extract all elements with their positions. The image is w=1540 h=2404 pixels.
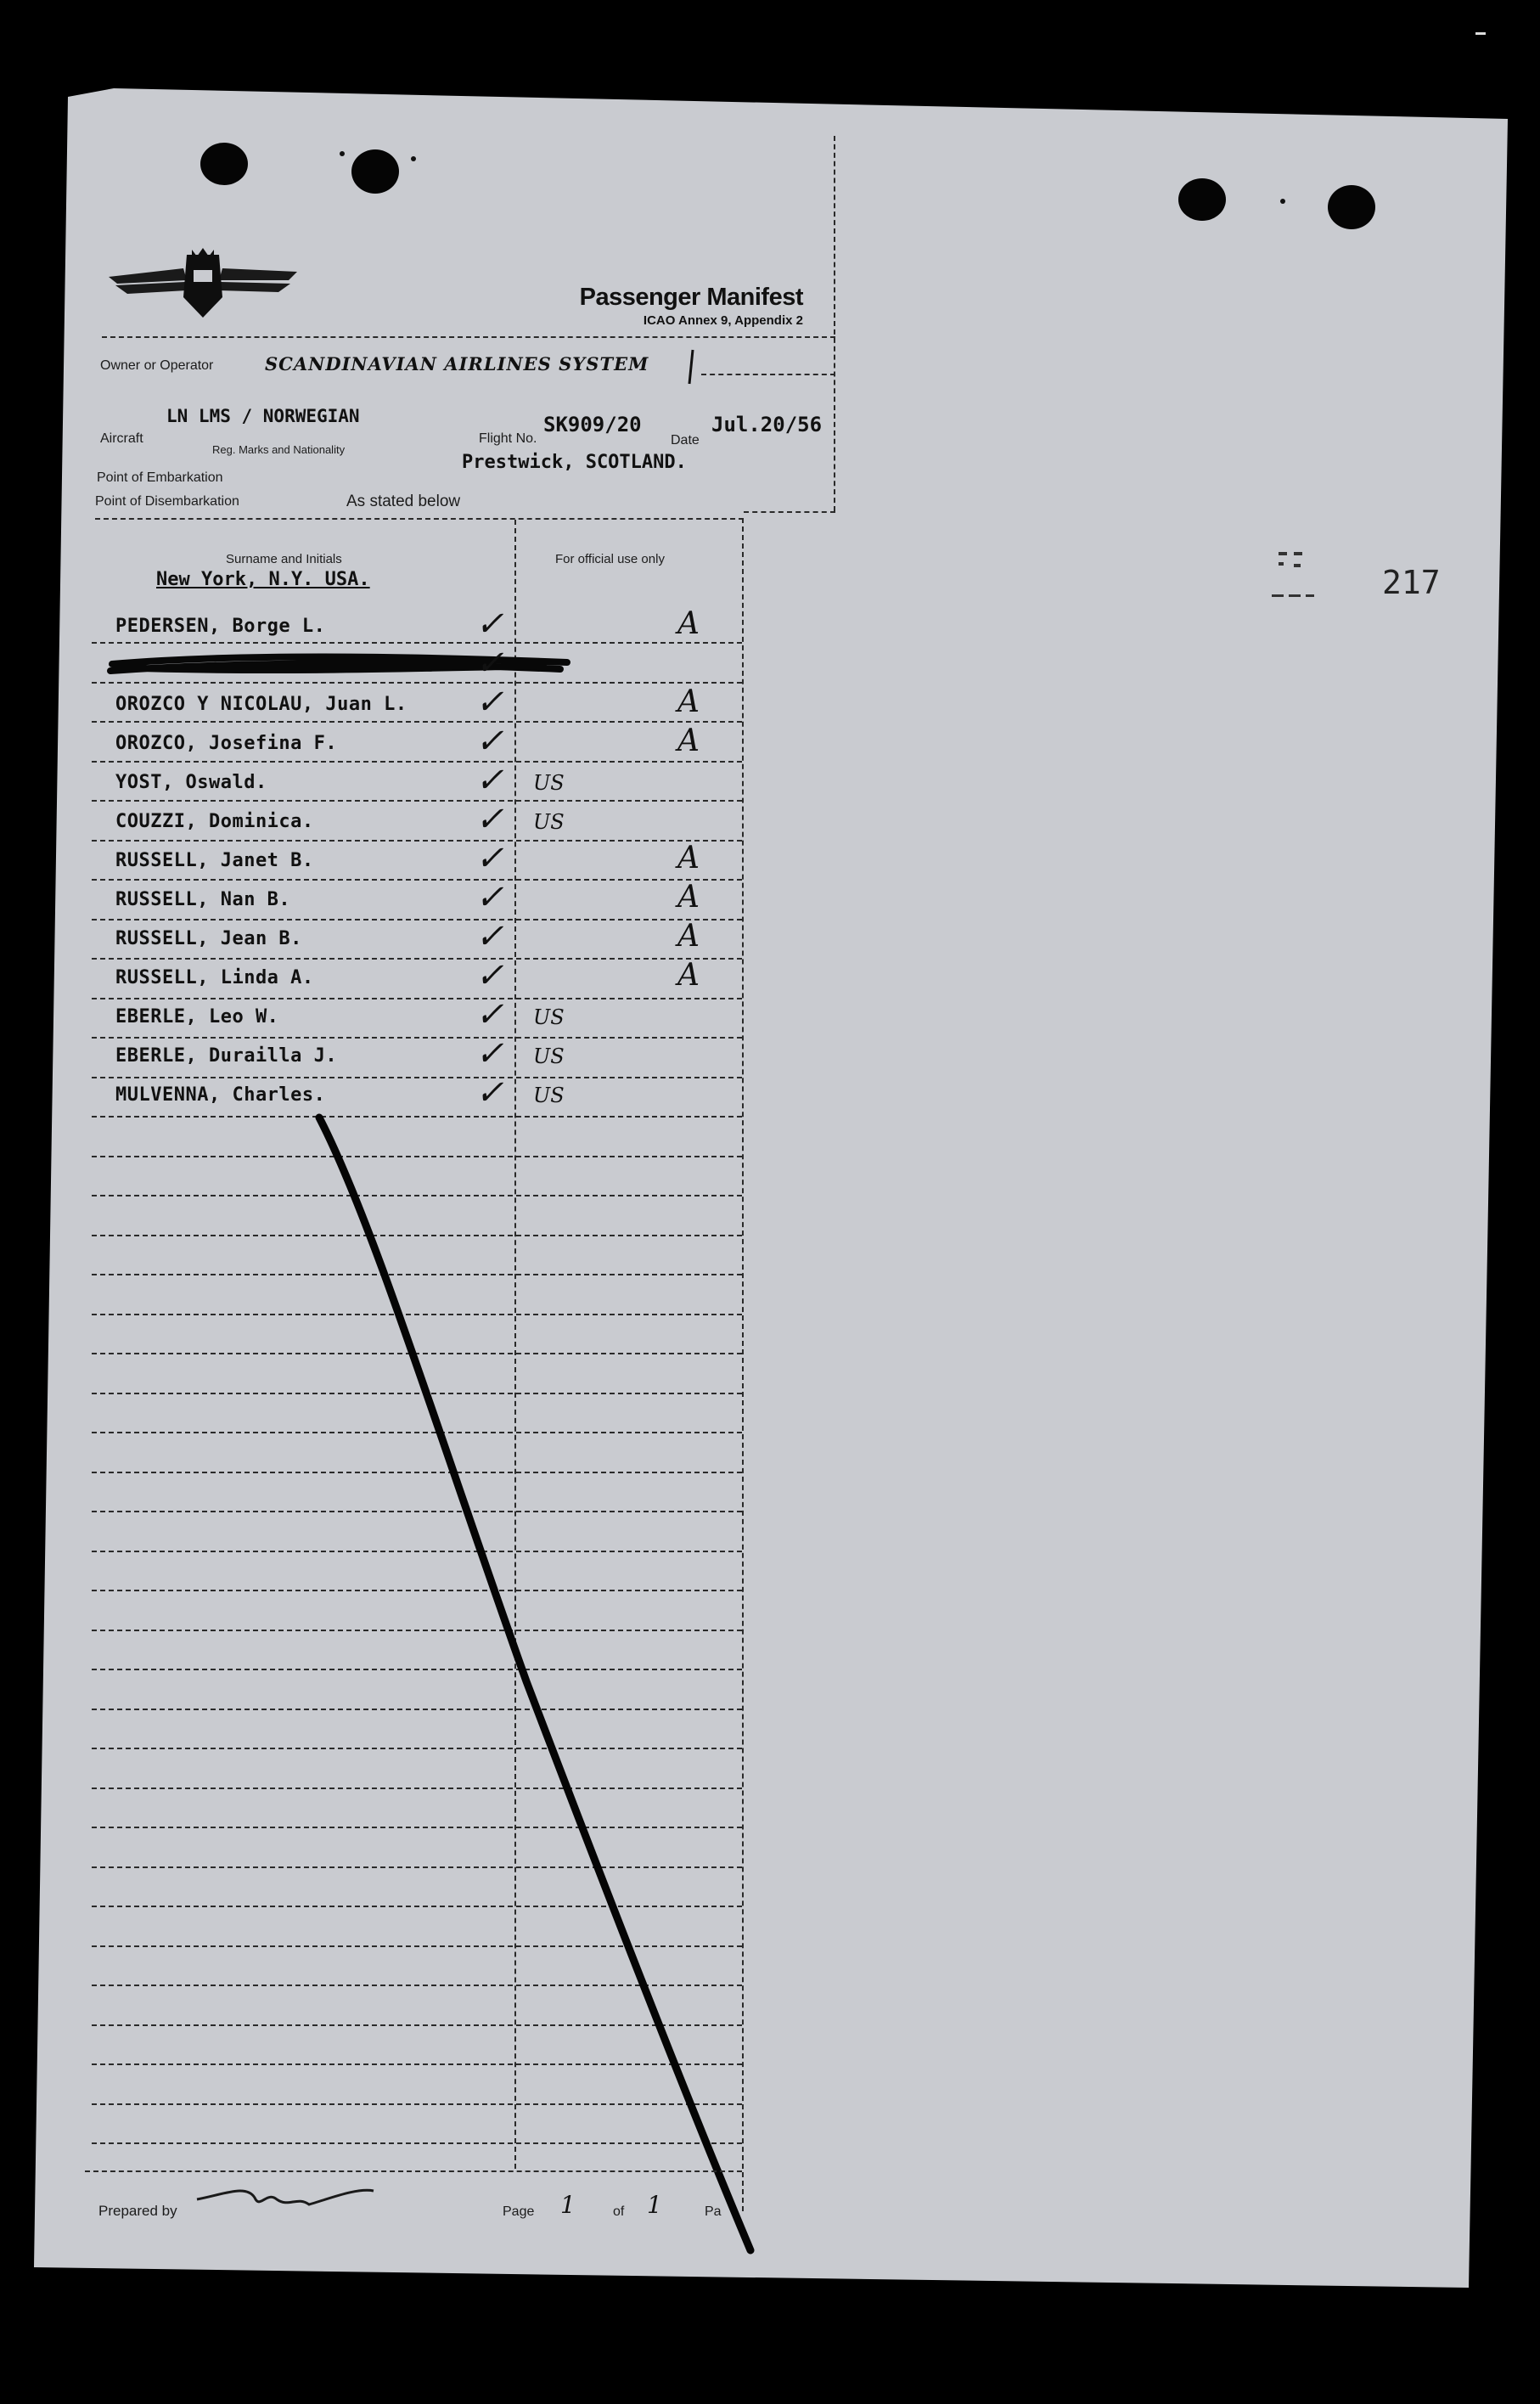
- ink-dot: [1280, 199, 1285, 204]
- list-rule: [92, 2103, 742, 2105]
- punch-hole: [200, 143, 248, 185]
- document-subtitle: ICAO Annex 9, Appendix 2: [643, 313, 803, 328]
- passenger-row: [115, 603, 514, 642]
- list-rule: [92, 958, 742, 960]
- list-rule: [92, 919, 742, 921]
- ink-dot: [411, 156, 416, 161]
- pass-label: Pa: [705, 2204, 722, 2219]
- official-column-divider: [514, 520, 516, 2169]
- list-rule: [92, 998, 742, 999]
- document-title: Passenger Manifest: [579, 284, 803, 311]
- passenger-name: EBERLE, Durailla J.: [115, 1045, 338, 1067]
- list-rule: [92, 1630, 742, 1631]
- header-frame-right: [834, 136, 835, 511]
- list-rule: [92, 879, 742, 881]
- list-rule: [92, 1393, 742, 1394]
- list-rule: [92, 1709, 742, 1710]
- list-rule: [92, 1827, 742, 1828]
- passenger-row: [115, 759, 514, 798]
- list-rule: [92, 642, 742, 644]
- list-rule: [92, 761, 742, 763]
- disembarkation-label: Point of Disembarkation: [95, 494, 239, 509]
- passenger-name: YOST, Oswald.: [115, 772, 267, 793]
- list-rule: [92, 1432, 742, 1433]
- list-rule: [92, 2142, 742, 2144]
- list-rule: [92, 1037, 742, 1039]
- table-right-edge: [742, 518, 744, 2211]
- us-citizen-mark: US: [533, 1044, 565, 1068]
- aircraft-label: Aircraft: [100, 431, 143, 446]
- checkmark: ✓: [475, 878, 504, 917]
- passenger-row: [115, 915, 514, 954]
- date-label: Date: [671, 433, 700, 448]
- checkmark: ✓: [475, 644, 504, 683]
- passenger-name: MULVENNA, Charles.: [115, 1084, 326, 1106]
- header-bottom-rule: [744, 511, 835, 513]
- header-rule: [701, 374, 835, 375]
- punch-hole: [1328, 185, 1375, 229]
- passenger-row: [115, 681, 514, 720]
- passenger-name: RUSSELL, Jean B.: [115, 928, 302, 949]
- passenger-name: RUSSELL, Nan B.: [115, 889, 291, 910]
- list-rule: [92, 1472, 742, 1473]
- destination-heading: New York, N.Y. USA.: [156, 569, 370, 590]
- passenger-row: [115, 642, 514, 681]
- title-block: [509, 284, 803, 328]
- page-total: 1: [647, 2191, 662, 2219]
- us-citizen-mark: US: [533, 1005, 565, 1029]
- list-rule: [92, 1669, 742, 1670]
- list-rule: [92, 1590, 742, 1591]
- operator-label: Owner or Operator: [100, 358, 214, 373]
- date-value: Jul.20/56: [711, 413, 823, 436]
- alien-code-mark: A: [677, 958, 700, 993]
- us-citizen-mark: US: [533, 1084, 565, 1107]
- list-rule: [92, 1945, 742, 1947]
- passenger-name: PEDERSEN, Borge L.: [115, 616, 326, 637]
- list-rule: [92, 2024, 742, 2026]
- official-column-header: For official use only: [555, 552, 665, 566]
- passenger-row: [115, 954, 514, 994]
- list-rule: [92, 1788, 742, 1789]
- table-top-rule: [95, 518, 744, 520]
- list-rule: [92, 800, 742, 802]
- aircraft-value: LN LMS / NORWEGIAN: [166, 406, 360, 426]
- alien-code-mark: A: [677, 684, 700, 719]
- checkmark: ✓: [475, 722, 504, 761]
- flight-value: SK909/20: [543, 413, 642, 436]
- passenger-name: EBERLE, Leo W.: [115, 1006, 279, 1027]
- list-rule: [92, 1077, 742, 1078]
- punch-hole: [1178, 178, 1226, 221]
- prepared-by-label: Prepared by: [98, 2203, 177, 2219]
- list-rule: [92, 682, 742, 684]
- passenger-row: [115, 876, 514, 915]
- page-label: Page: [503, 2204, 535, 2219]
- us-citizen-mark: US: [533, 771, 565, 795]
- aircraft-sublabel: Reg. Marks and Nationality: [212, 443, 346, 456]
- page-of-label: of: [613, 2204, 625, 2219]
- checkmark: ✓: [475, 839, 504, 878]
- list-rule: [92, 1195, 742, 1196]
- page-number: 1: [560, 2191, 576, 2219]
- passenger-name: RUSSELL, Linda A.: [115, 967, 314, 988]
- footer-rule: [85, 2170, 742, 2172]
- flight-label: Flight No.: [479, 431, 537, 446]
- list-rule: [92, 1156, 742, 1157]
- operator-value: SCANDINAVIAN AIRLINES SYSTEM: [265, 353, 649, 374]
- list-rule: [92, 1906, 742, 1907]
- list-rule: [92, 1235, 742, 1236]
- passenger-name: OROZCO, Josefina F.: [115, 733, 338, 754]
- alien-code-mark: A: [677, 919, 700, 954]
- ink-dot: [340, 151, 345, 156]
- list-rule: [92, 1866, 742, 1868]
- list-rule: [92, 721, 742, 723]
- sas-crest-logo-icon: [109, 246, 297, 319]
- alien-code-mark: A: [677, 606, 700, 641]
- passenger-row: [115, 720, 514, 759]
- page-stamp-number: 217: [1382, 564, 1441, 601]
- list-rule: [92, 1511, 742, 1512]
- alien-code-mark: A: [677, 880, 700, 915]
- checkmark: ✓: [475, 1073, 504, 1112]
- list-rule: [92, 1353, 742, 1354]
- checkmark: ✓: [475, 917, 504, 956]
- list-rule: [92, 1551, 742, 1552]
- passenger-row: [115, 837, 514, 876]
- checkmark: ✓: [475, 683, 504, 722]
- name-column-header: Surname and Initials: [226, 552, 342, 566]
- disembarkation-value: As stated below: [346, 493, 461, 510]
- passenger-name: RUSSELL, Janet B.: [115, 850, 314, 871]
- checkmark: ✓: [475, 761, 504, 800]
- passenger-name: OROZCO Y NICOLAU, Juan L.: [115, 694, 407, 715]
- embarkation-label: Point of Embarkation: [97, 470, 223, 485]
- list-rule: [92, 840, 742, 842]
- passenger-row: [115, 798, 514, 837]
- list-rule: [92, 1274, 742, 1275]
- checkmark: ✓: [475, 956, 504, 995]
- edge-mark: [1475, 32, 1486, 35]
- list-rule: [92, 1116, 742, 1118]
- list-rule: [92, 1985, 742, 1986]
- stamp-marks-icon: [1268, 545, 1328, 605]
- embarkation-value: Prestwick, SCOTLAND.: [462, 452, 687, 473]
- list-rule: [92, 1748, 742, 1749]
- list-rule: [92, 2063, 742, 2065]
- header-rule: [102, 336, 835, 338]
- checkmark: ✓: [475, 800, 504, 839]
- passenger-name: COUZZI, Dominica.: [115, 811, 314, 832]
- list-rule: [92, 1314, 742, 1315]
- punch-hole: [351, 149, 399, 194]
- alien-code-mark: A: [677, 841, 700, 875]
- us-citizen-mark: US: [533, 810, 565, 834]
- checkmark: ✓: [475, 1034, 504, 1073]
- alien-code-mark: A: [677, 723, 700, 758]
- checkmark: ✓: [475, 605, 504, 644]
- checkmark: ✓: [475, 995, 504, 1034]
